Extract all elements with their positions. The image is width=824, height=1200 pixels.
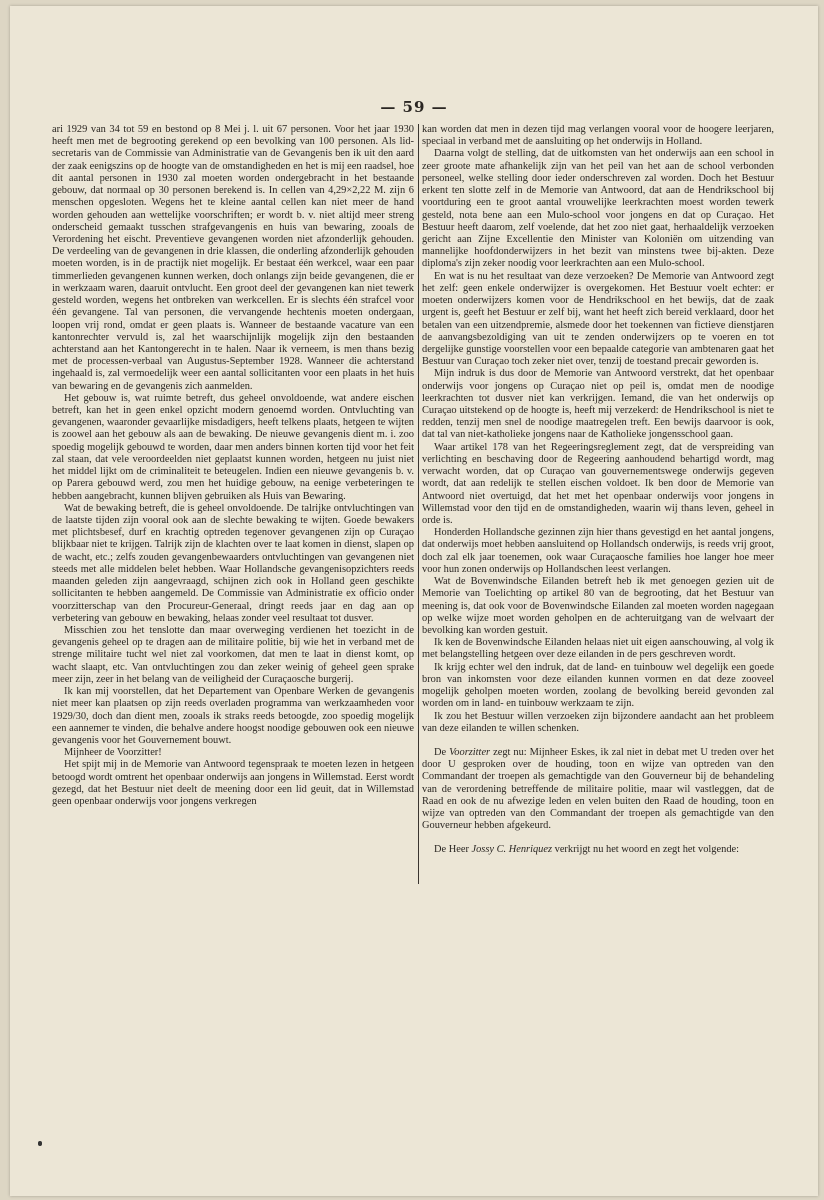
ink-dot <box>38 1141 42 1146</box>
paragraph: Het gebouw is, wat ruimte betreft, dus geheel onvoldoende, wat andere eischen betreft, kan het in geen enkel opzicht modern genoemd worden. Ontvluchting van gevangenen, waaronder gevaarlijke misdadigers, heeft telkens plaats, hetgeen te wijten is zoowel aan het gebouw als aan de bewaking. De nieuwe gevangenis dient m. i. zoo spoedig mogelijk gebouwd te worden, daar men anders binnen korten tijd voor het feit zal staan, dat vele veroordeelden niet geplaatst kunnen worden, hetgeen nu juist niet het middel lijkt om de criminaliteit te beteugelen. Indien een nieuwe gevangenis b. v. op Parera gebouwd werd, zou men het huidige gebouw, na eenige verbeteringen te hebben aangebracht, kunnen blijven gebruiken als Huis van Bewaring. <box>52 392 414 502</box>
speaker-paragraph-voorzitter <box>422 747 774 833</box>
paragraph: kan worden dat men in dezen tijd mag verlangen vooral voor de hoogere leerjaren, speciaal in verband met de aansluiting op het onderwijs in Holland. <box>422 124 774 148</box>
paragraph: Wat de bewaking betreft, die is geheel onvoldoende. De talrijke ontvluchtingen van de laatste tijden zijn vooral ook aan de slechte bewaking te wijten. Goede bewakers met plichtsbesef, durf en krachtig optreden tegenover gevangenen zijn op Curaçao blijkbaar niet te krijgen. Talrijk zijn de klachten over te laat komen in dienst, slapen op de wacht, etc.; zelfs zouden gevangenbewaarders ontvluchtingen van gevangenen niet steeds met alle middelen belet hebben. Waar Hollandsche gevangenisopzichters reeds maanden geleden zijn aangevraagd, schijnen zich ook in Holland geen geschikte sollicitanten te hebben aangemeld. De Commissie van Administratie ex officio onder voorzitterschap van den Procureur-Generaal, dringt reeds jaar en dag aan op verbetering van gebouw en bewaking, helaas zonder veel resultaat tot dusver. <box>52 502 414 624</box>
paragraph: Waar artikel 178 van het Regeeringsreglement zegt, dat de verspreiding van verlichting en beschaving door de Regeering aanhoudend behartigd wordt, mag verwacht worden, dat op Curaçao van gouvernementswege onderwijs gegeven wordt, dat aan redelijk te stellen eischen voldoet. Ik ben door de Memorie van Antwoord niet overtuigd, dat het met het openbaar onderwijs voor jongens in Willemstad voor den tijd en de omstandigheden, waarin wij thans leven, geheel in orde is. <box>422 441 774 526</box>
left-column <box>52 124 414 1004</box>
speech-text: zegt nu: Mijnheer Eskes, ik zal niet in debat met U treden over het door U gesproken over de houding, toon en wijze van optreden van den Commandant der troepen als gemachtigde van den Gouverneur bij de behandeling van de verordening betreffende de militaire politie, maar wil vastleggen, dat de Raad en ook de nu afwezige leden en velen buiten den Raad de houding, toon en wijze van optreden van den Commandant der troepen als gemachtigde van den Gouverneur hebben afgekeurd. <box>422 746 775 832</box>
paragraph: Daarna volgt de stelling, dat de uitkomsten van het onderwijs aan een school in zeer groote mate afhankelijk zijn van het peil van het aan de school verbonden personeel, welke stelling door ieder onderschreven zal worden. Doch het Bestuur erkent ten slotte zelf in de Memorie van Antwoord, dat aan de Hendrikschool bij voortduring een te groot aantal vrouwelijke leerkrachten moest worden tewerk gesteld, nota bene aan een Mulo-school voor jongens en dat op Curaçao. Het Bestuur heeft daarom, zelf voelende, dat het zoo niet gaat, herhaaldelijk verzoeken gericht aan Zijne Excellentie den Minister van Koloniën om uitzending van mannelijke hoofdonderwijzers in het bezit van minstens twee bij-akten. Deze diploma's zijn zeker noodig voor leerkrachten aan een Mulo-school. <box>422 148 774 270</box>
paragraph: Ik krijg echter wel den indruk, dat de land- en tuinbouw wel degelijk een goede bron van inkomsten voor deze eilanden kunnen vormen en dat deze zooveel mogelijk geholpen moeten worden, zoolang de bevolking bereid gevonden zal worden om in land- en tuinbouw werkzaam te zijn. <box>422 661 774 710</box>
speaker-name: Jossy C. Henriquez <box>471 844 553 856</box>
prefix: De <box>434 746 450 758</box>
speaker-name: Voorzitter <box>449 746 491 758</box>
paragraph: Ik ken de Bovenwindsche Eilanden helaas niet uit eigen aanschouwing, al volg ik met belangstelling hetgeen over deze eilanden in de pers geschreven wordt. <box>422 637 774 661</box>
prefix: De Heer <box>434 844 472 856</box>
salutation: Mijnheer de Voorzitter! <box>64 747 162 759</box>
paragraph: Mijn indruk is dus door de Memorie van Antwoord verstrekt, dat het openbaar onderwijs voor jongens op Curaçao niet op peil is, omdat men de noodige leerkrachten tot dusver niet kan verkrijgen. Iemand, die van het onderwijs op Curaçao uitstekend op de hoogte is, heeft mij verzekerd: de Hendrikschool is niet te redden, tenzij men snel de noodige maatregelen treft. Een bewijs daarvoor is ook, dat tal van niet-katholieke jongens naar de Katholieke jongensschool gaan. <box>422 368 774 441</box>
paragraph: Misschien zou het tenslotte dan maar overweging verdienen het toezicht in de gevangenis geheel op te dragen aan de militaire politie, bij wie het in verband met de strenge militaire tucht wel niet zal voorkomen, dat men te laat in dienst komt, op wacht slaapt, etc. Van ontvluchtingen zou dan zeker weinig of geheel geen sprake meer zijn, zeer in het belang van de veiligheid der Curaçaosche burgerij. <box>52 624 414 685</box>
document-page <box>10 6 818 1196</box>
column-divider <box>418 124 419 884</box>
paragraph: Het spijt mij in de Memorie van Antwoord tegenspraak te moeten lezen in hetgeen betoogd wordt omtrent het openbaar onderwijs aan jongens in Willemstad. Eerst wordt gezegd, dat het Bestuur niet deelt de meening door een lid geuit, dat in Willemstad geen openbaar onderwijs voor jongens verkregen <box>52 759 414 808</box>
speaker-paragraph-henriquez <box>422 844 774 856</box>
right-column <box>422 124 775 856</box>
paragraph: Honderden Hollandsche gezinnen zijn hier thans gevestigd en het aantal jongens, dat onderwijs moet hebben aansluitend op Hollandsch onderwijs, is reeds vrij groot, doch zal elk jaar toenemen, ook waar Curaçaosche families hoe langer hoe meer voor hun zonen onderwijs op Hollandschen leest verlangen. <box>422 527 774 575</box>
paragraph: Wat de Bovenwindsche Eilanden betreft heb ik met genoegen gezien uit de Memorie van Toelichting op artikel 80 van de begrooting, dat het Bestuur van meening is, dat ook voor de Bovenwindsche Eilanden zal moeten worden nagegaan op welke wijze moet worden geholpen en de achteruitgang van de welvaart der bevolking kan worden gestuit. <box>422 576 774 636</box>
paragraph: Ik zou het Bestuur willen verzoeken zijn bijzondere aandacht aan het probleem van deze eilanden te willen schenken. <box>422 710 774 734</box>
page-number: — 59 — <box>380 98 448 116</box>
paragraph: Ik kan mij voorstellen, dat het Departement van Openbare Werken de gevangenis niet meer kan plaatsen op zijn reeds overladen programma van werkzaamheden voor 1929/30, doch dan dient men, zooals ik straks reeds betoogde, zoo spoedig mogelijk een aannemer te vinden, die behalve andere hoogst noodige gebouwen ook een nieuwe gevangenis voor het Gouvernement bouwt. <box>52 686 414 746</box>
paragraph: ari 1929 van 34 tot 59 en bestond op 8 Mei j. l. uit 67 personen. Voor het jaar 1930 heeft men met de begrooting gerekend op een bevolking van 100 personen. Als lid-secretaris van de Commissie van Administratie van de Gevangenis ben ik uit den aard der zaak eenigszins op de hoogte van de omstandigheden en het is mij een raadsel, hoe dit aantal personen in 1930 zal moeten worden ondergebracht in het bestaande gebouw, dat normaal op 30 personen berekend is. In cellen van 4,29×2,22 M. zijn 6 menschen opgesloten. Wegens het te kleine aantal cellen kan niet meer de hand worden gehouden aan wettelijke voorschriften; er wordt b. v. niet altijd meer streng onderscheid gemaakt tusschen strafgevangenis en huis van bewaring, zooals de Verordening het eischt. Preventieve gevangenen worden niet afzonderlijk gehouden. De verdeeling van de gevangenen in drie klassen, die onderling afzonderlijk gehouden moeten worden, is in de practijk niet mogelijk. Er bestaat één werkcel, waar een paar timmerlieden gevangenen kunnen werken, doch onlangs zijn beide gevangenen, die er in werkzaam waren, daaruit ontvlucht. Een groot deel der gevangenen kan niet tewerk gesteld worden, wegens het ontbreken van werkcellen. Er is slechts één strafcel voor één gevangene. Tal van personen, die vervangende hechtenis moeten ondergaan, loopen vrij rond, omdat er geen plaats is. Wanneer de bestaande vacature van een kantonrechter vervuld is, zal het waarschijnlijk mogelijk zijn den bestaanden achterstand aan het Kantongerecht in te halen. Naar ik verneem, is men thans bezig met de processen-verbaal van Augustus-September 1928. Wanneer die achterstand ingehaald is, zal vermoedelijk weer een aantal sollicitanten voor een plaats in het huis van bewaring en de gevangenis zich aanmelden. <box>52 124 414 392</box>
speech-text: verkrijgt nu het woord en zegt het volgende: <box>552 844 740 856</box>
paragraph: En wat is nu het resultaat van deze verzoeken? De Memorie van Antwoord zegt het zelf: geen enkele onderwijzer is overgekomen. Het Bestuur voelt echter: er moeten onderwijzers komen voor de Hendrikschool en het bewijs, dat de zaak urgent is, geeft het Bestuur er zelf bij, want het heeft zich bereid verklaard, door het betalen van een uitzendpremie, alsmede door het toekennen van fictieve dienstjaren de aanvangsbezoldiging van uit te zenden onderwijzers op te voeren en tot dergelijke gunstige voorstellen voor een bepaalde categorie van ambtenaren gaat het Bestuur van Curaçao toch zeker niet over, tenzij de toestand precair geworden is. <box>422 270 774 368</box>
